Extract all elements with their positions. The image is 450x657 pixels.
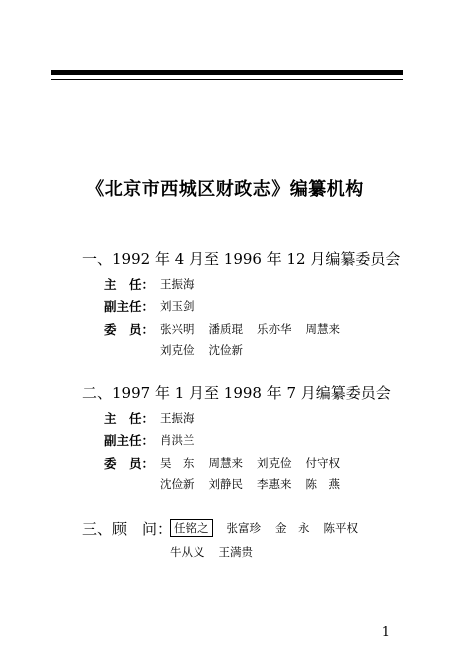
advisor-name: 张富珍 bbox=[226, 521, 261, 535]
section-2-heading: 二、1997 年 1 月至 1998 年 7 月编纂委员会 bbox=[82, 384, 391, 402]
member-name: 沈俭新 bbox=[160, 477, 195, 491]
member-name: 周慧来 bbox=[208, 456, 243, 470]
section-1-weiyuan-line1 bbox=[160, 321, 354, 337]
section-2-zhuren-name: 王振海 bbox=[160, 411, 195, 425]
member-name: 张兴明 bbox=[160, 322, 195, 336]
member-name: 刘克俭 bbox=[257, 456, 292, 470]
advisor-name: 王满贵 bbox=[218, 545, 253, 559]
advisor-name: 陈平权 bbox=[323, 521, 358, 535]
advisor-name-boxed: 任铭之 bbox=[170, 519, 213, 537]
section-1-zhuren-label: 主 任： bbox=[104, 277, 155, 292]
section-2-weiyuan-line2 bbox=[160, 476, 354, 492]
section-1-fuzhuren-name: 刘玉剑 bbox=[160, 299, 195, 313]
member-name: 刘静民 bbox=[208, 477, 243, 491]
header-rule-thin bbox=[51, 79, 403, 80]
member-name: 吴 东 bbox=[160, 456, 195, 470]
member-name: 潘质琨 bbox=[208, 322, 243, 336]
page-number: 1 bbox=[381, 625, 390, 640]
section-1-heading: 一、1992 年 4 月至 1996 年 12 月编纂委员会 bbox=[82, 250, 401, 268]
member-name: 乐亦华 bbox=[257, 322, 292, 336]
member-name: 周慧来 bbox=[305, 322, 340, 336]
section-1-fuzhuren-label: 副主任： bbox=[104, 299, 155, 314]
advisors-heading: 三、顾 问： bbox=[82, 520, 173, 538]
member-name: 陈 燕 bbox=[305, 477, 340, 491]
member-name: 付守权 bbox=[305, 456, 340, 470]
member-name: 沈俭新 bbox=[208, 343, 243, 357]
section-2-fuzhuren-label: 副主任： bbox=[104, 433, 155, 448]
member-name: 刘克俭 bbox=[160, 343, 195, 357]
advisor-name: 金 永 bbox=[275, 521, 310, 535]
advisor-name: 牛从义 bbox=[170, 545, 205, 559]
page-title: 《北京市西城区财政志》编纂机构 bbox=[86, 179, 364, 200]
section-2-zhuren-label: 主 任： bbox=[104, 411, 155, 426]
header-rule-thick bbox=[51, 70, 403, 75]
section-1-weiyuan-line2 bbox=[160, 342, 257, 358]
section-2-weiyuan-line1 bbox=[160, 455, 354, 471]
section-1-weiyuan-label: 委 员： bbox=[104, 322, 155, 337]
section-2-weiyuan-label: 委 员： bbox=[104, 456, 155, 471]
advisors-line2 bbox=[170, 544, 267, 560]
section-2-fuzhuren-name: 肖洪兰 bbox=[160, 433, 195, 447]
member-name: 李惠来 bbox=[257, 477, 292, 491]
section-1-zhuren-name: 王振海 bbox=[160, 277, 195, 291]
advisors-line1 bbox=[170, 519, 372, 537]
